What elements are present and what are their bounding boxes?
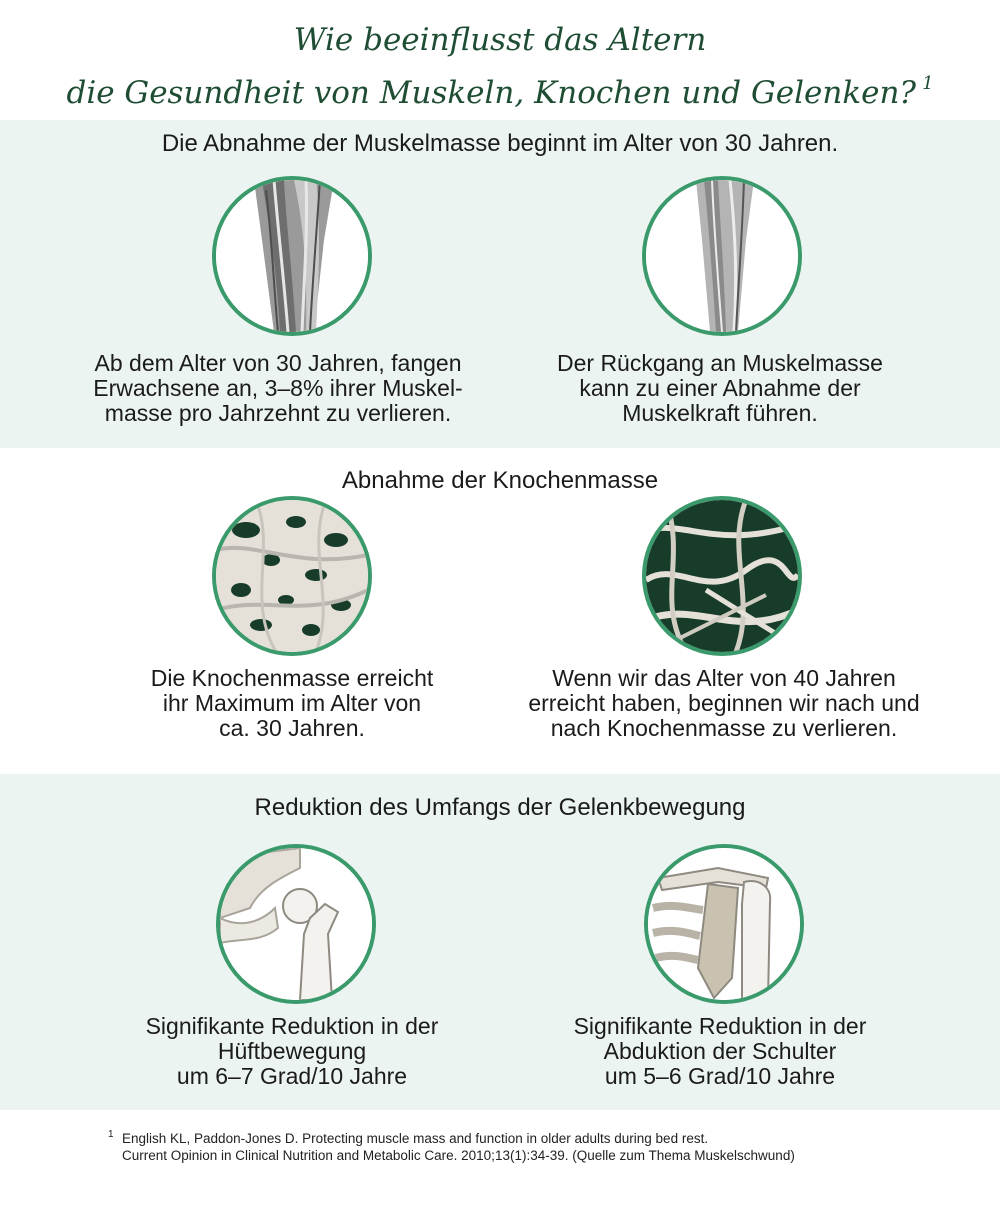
title-line-1: Wie beeinflusst das Altern — [293, 22, 707, 58]
bone-dense-icon — [212, 496, 372, 656]
joint-section-heading: Reduktion des Umfangs der Gelenkbewegung — [254, 794, 746, 821]
shoulder-joint-icon — [644, 844, 804, 1004]
muscle-section-heading: Die Abnahme der Muskelmasse beginnt im Alter von 30 Jahren. — [161, 130, 839, 157]
bone-porous-icon — [642, 496, 802, 656]
footnote-line-1: English KL, Paddon-Jones D. Protecting muscle mass and function in older adults during bed rest. — [122, 1131, 709, 1146]
footnote-reference: 1 — [922, 73, 934, 94]
bone-section-heading: Abnahme der Knochenmasse — [341, 467, 659, 494]
page-title — [0, 18, 1000, 115]
hip-joint-icon — [216, 844, 376, 1004]
muscle-reduced-icon — [642, 176, 802, 336]
footnote — [108, 1130, 968, 1164]
title-line-2: die Gesundheit von Muskeln, Knochen und Gelenken? $^1$ — [66, 73, 934, 111]
bone-caption-right: Wenn wir das Alter von 40 Jahren erreicht haben, beginnen wir nach und nach Knochenmasse zu verlieren. — [528, 665, 920, 741]
muscle-caption-left: Ab dem Alter von 30 Jahren, fangen Erwachsene an, 3–8% ihrer Muskel- masse pro Jahrzehnt zu verlieren. — [93, 350, 463, 426]
footnote-number: 1 — [108, 1129, 114, 1140]
muscle-full-icon — [212, 176, 372, 336]
footnote-line-2: Current Opinion in Clinical Nutrition and Metabolic Care. 2010;13(1):34-39. (Quelle zum Thema Muskelschwund) — [122, 1148, 795, 1163]
muscle-caption-right: Der Rückgang an Muskelmasse kann zu einer Abnahme der Muskelkraft führen. — [557, 350, 883, 426]
bone-caption-left: Die Knochenmasse erreicht ihr Maximum im Alter von ca. 30 Jahren. — [150, 665, 434, 741]
joint-caption-right: Signifikante Reduktion in der Abduktion der Schulter um 5–6 Grad/10 Jahre — [573, 1013, 867, 1089]
joint-caption-left: Signifikante Reduktion in der Hüftbewegung um 6–7 Grad/10 Jahre — [145, 1013, 439, 1089]
